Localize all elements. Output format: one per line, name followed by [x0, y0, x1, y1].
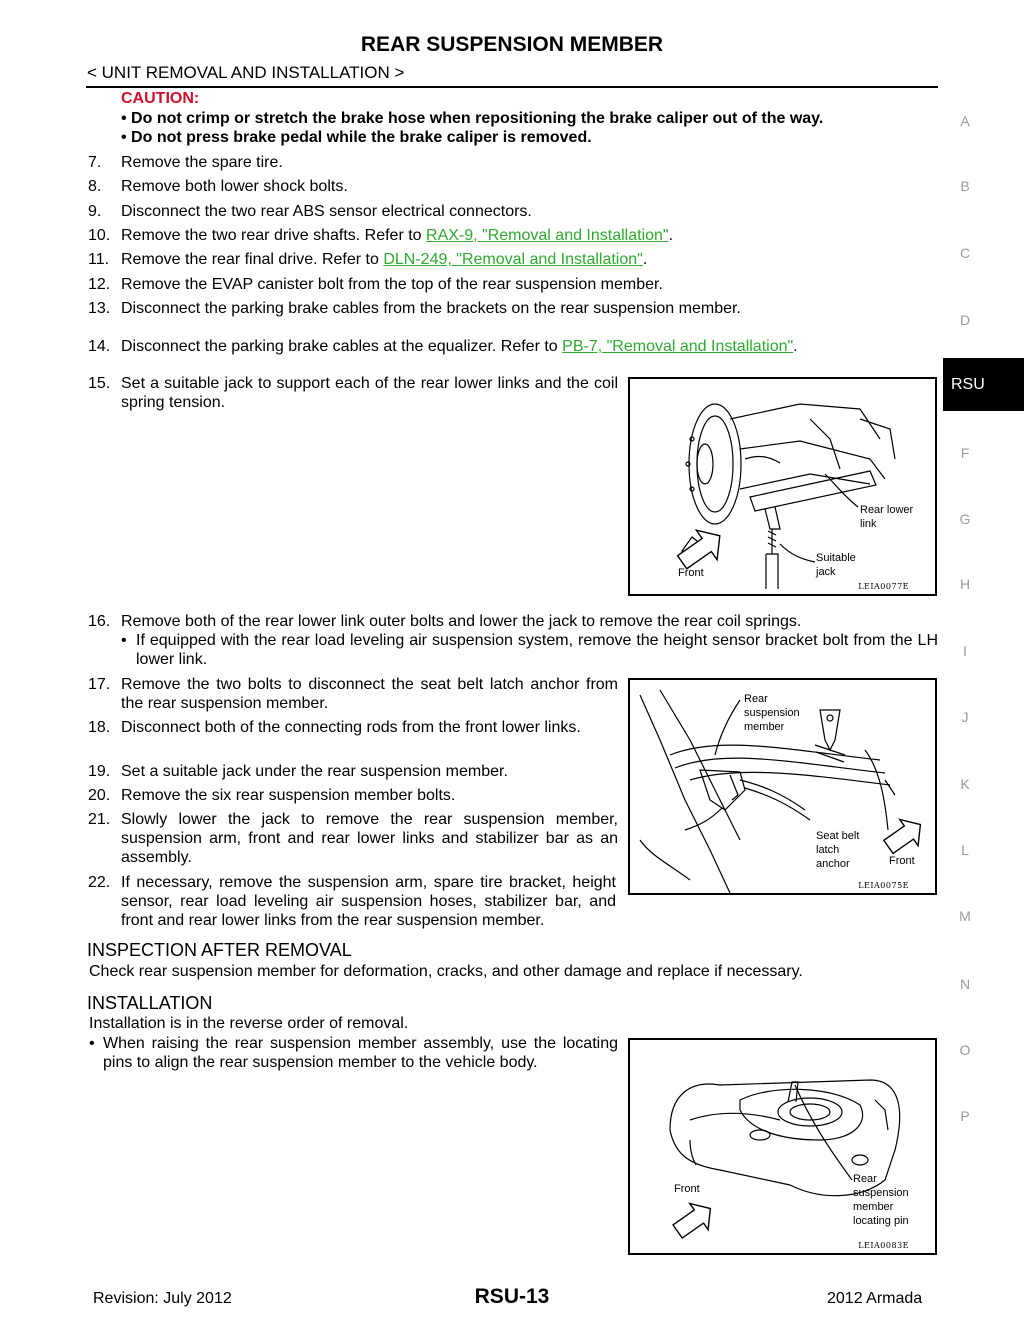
step-text: If necessary, remove the suspension arm, spare tire bracket, height sensor, rear load leveling air suspension hoses, stabilizer bar, and front and rear lower links from the rear suspension member.: [121, 874, 616, 929]
step-text: Set a suitable jack under the rear suspension member.: [121, 763, 508, 780]
step-text: Remove the two bolts to disconnect the seat belt latch anchor from the rear suspension member.: [121, 676, 618, 712]
side-index-b[interactable]: B: [960, 178, 970, 194]
step-number: 14.: [88, 338, 111, 355]
section-heading: INSPECTION AFTER REMOVAL: [87, 940, 352, 960]
step-text: Remove the rear final drive. Refer to DLN-249, "Removal and Installation".: [121, 251, 648, 268]
side-index-c[interactable]: C: [959, 245, 971, 261]
side-index-f[interactable]: F: [960, 445, 970, 461]
step-number: 7.: [88, 154, 102, 171]
caution-item-text: Do not press brake pedal while the brake caliper is removed.: [131, 129, 592, 146]
step-number: 9.: [88, 203, 102, 220]
label-front: Front: [889, 855, 915, 867]
label-seat-belt-latch-anchor: Seat belt latch anchor: [816, 830, 860, 870]
figure-locating-pin: [628, 1038, 937, 1255]
step-number: 13.: [88, 300, 111, 317]
caution-item: • Do not crimp or stretch the brake hose when repositioning the brake caliper out of the way.: [121, 110, 824, 127]
step-text: Disconnect the two rear ABS sensor electrical connectors.: [121, 203, 532, 220]
reference-link[interactable]: RAX-9, "Removal and Installation": [426, 227, 669, 244]
figure-code: LEIA0077E: [858, 582, 909, 591]
sub-step-text: If equipped with the rear load leveling air suspension system, remove the height sensor bracket bolt from the LH lower link.: [136, 632, 938, 668]
step-number: 12.: [88, 276, 111, 293]
side-index-g[interactable]: G: [959, 511, 971, 527]
side-index-i[interactable]: I: [963, 643, 967, 659]
step-text: Disconnect the parking brake cables from the brackets on the rear suspension member.: [121, 300, 741, 317]
label-suitable-jack: Suitable jack: [816, 552, 856, 578]
step-text: Remove the EVAP canister bolt from the top of the rear suspension member.: [121, 276, 663, 293]
step-text: Slowly lower the jack to remove the rear suspension member, suspension arm, front and rear lower links and stabilizer bar as an assembly.: [121, 811, 618, 866]
step-text: Remove both of the rear lower link outer bolts and lower the jack to remove the rear coil springs.: [121, 613, 802, 630]
bullet: •: [89, 1035, 95, 1052]
front-arrow-icon: [668, 1195, 719, 1244]
label-front: Front: [678, 567, 704, 579]
step-text: Remove both lower shock bolts.: [121, 178, 348, 195]
reference-link[interactable]: DLN-249, "Removal and Installation": [383, 251, 643, 268]
footer-revision: Revision: July 2012: [93, 1290, 232, 1307]
side-index-rsu-tab[interactable]: RSU: [943, 358, 1024, 411]
caution-label: CAUTION:: [121, 90, 200, 107]
label-front: Front: [674, 1183, 700, 1195]
step-text-wrap: [121, 873, 661, 930]
side-index-d[interactable]: D: [959, 312, 971, 328]
step-text: Disconnect both of the connecting rods from the front lower links.: [121, 719, 581, 736]
step-text: Remove the six rear suspension member bolts.: [121, 787, 456, 804]
figure-seat-belt-anchor: [628, 678, 937, 895]
side-index-h[interactable]: H: [959, 576, 971, 592]
step-text: Remove the two rear drive shafts. Refer to RAX-9, "Removal and Installation".: [121, 227, 674, 244]
step-number: 10.: [88, 227, 111, 244]
step-number: 21.: [88, 811, 111, 828]
page-title: REAR SUSPENSION MEMBER: [360, 33, 664, 56]
step-number: 17.: [88, 676, 111, 693]
side-index-p[interactable]: P: [960, 1108, 970, 1124]
figure-code: LEIA0083E: [858, 1241, 909, 1250]
label-rear-lower-link: Rear lower link: [860, 504, 914, 530]
section-text: Check rear suspension member for deformation, cracks, and other damage and replace if necessary.: [89, 963, 803, 980]
side-index-a[interactable]: A: [960, 113, 970, 129]
header-rule: [86, 86, 938, 88]
section-text: Installation is in the reverse order of removal.: [89, 1015, 409, 1032]
step-number: 19.: [88, 763, 111, 780]
reference-link[interactable]: PB-7, "Removal and Installation": [562, 338, 794, 355]
footer-model: 2012 Armada: [827, 1290, 923, 1307]
section-subtitle: < UNIT REMOVAL AND INSTALLATION >: [87, 63, 405, 82]
bullet: •: [121, 632, 127, 649]
rear-lower-link-illustration: [630, 379, 935, 594]
step-number: 15.: [88, 375, 111, 392]
side-index-k[interactable]: K: [960, 776, 970, 792]
side-index-j[interactable]: J: [961, 709, 969, 725]
side-index-m[interactable]: M: [959, 908, 971, 924]
step-number: 16.: [88, 613, 111, 630]
figure-code: LEIA0075E: [858, 881, 909, 890]
step-text: Remove the spare tire.: [121, 154, 283, 171]
caution-item: • Do not press brake pedal while the brake caliper is removed.: [121, 129, 592, 146]
step-number: 11.: [88, 251, 110, 268]
step-number: 18.: [88, 719, 111, 736]
caution-item-text: Do not crimp or stretch the brake hose when repositioning the brake caliper out of the way.: [131, 110, 824, 127]
label-locating-pin: Rear suspension member locating pin: [853, 1173, 909, 1227]
footer-page-number: RSU-13: [474, 1285, 550, 1308]
step-number: 22.: [88, 874, 111, 891]
step-number: 20.: [88, 787, 111, 804]
side-index-n[interactable]: N: [959, 976, 971, 992]
figure-rear-lower-link: [628, 377, 937, 596]
label-rear-suspension-member: Rear suspension member: [744, 693, 800, 733]
side-index-l[interactable]: L: [961, 842, 969, 858]
step-number: 8.: [88, 178, 102, 195]
step-text: Disconnect the parking brake cables at the equalizer. Refer to PB-7, "Removal and Installation".: [121, 338, 798, 355]
section-heading: INSTALLATION: [87, 993, 213, 1013]
step-text: Set a suitable jack to support each of the rear lower links and the coil spring tension.: [121, 375, 618, 411]
bullet-text: When raising the rear suspension member assembly, use the locating pins to align the rear suspension member to the vehicle body.: [103, 1035, 618, 1071]
side-index-o[interactable]: O: [959, 1042, 971, 1058]
